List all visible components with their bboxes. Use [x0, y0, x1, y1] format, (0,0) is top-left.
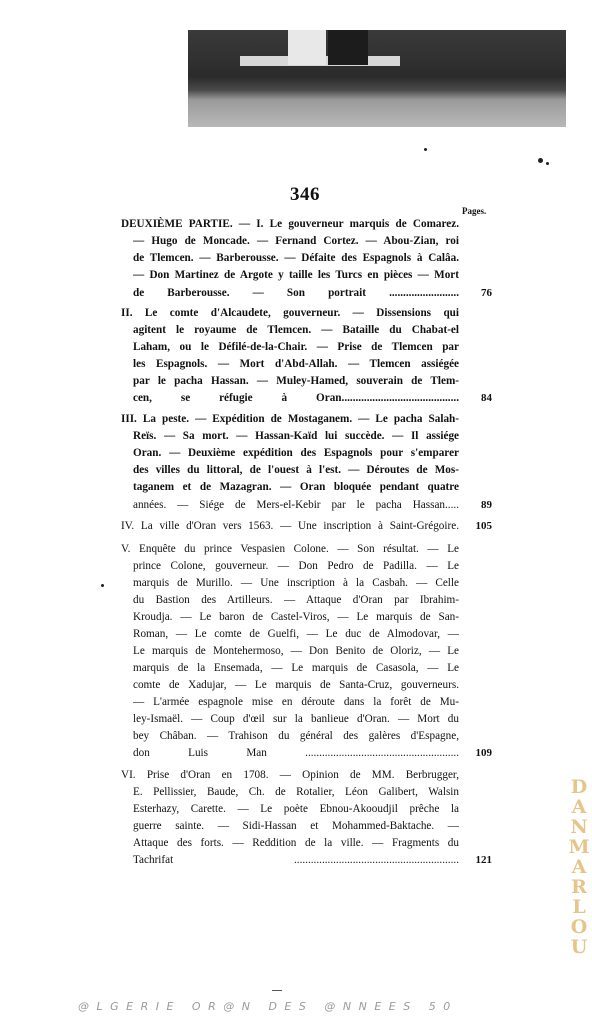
toc-line: Reïs. — Sa mort. — Hassan-Kaïd lui succède. — Il assiége [133, 430, 459, 442]
speck [424, 148, 427, 151]
speck [101, 584, 104, 587]
toc-line: de Tlemcen. — Barberousse. — Défaite des Espagnols à Calâa. [133, 252, 459, 264]
scan-white-block [288, 30, 326, 65]
page-number: 346 [290, 184, 320, 205]
toc-line: agitent le royaume de Tlemcen. — Bataille du Chabat-el [133, 324, 459, 336]
toc-line: cen, se réfugie à Oran.......................................... [133, 392, 459, 404]
bottom-watermark: @LGERIE OR@N DES @NNEES 50 [78, 1000, 458, 1013]
toc-line: du Bastion des Artilleurs. — Attaque d'Oran par Ibrahim- [133, 594, 459, 606]
toc-page-number: 121 [475, 854, 492, 866]
toc-line: comte de Xadujar, — Le marquis de Santa-Cruz, gouverneurs. [133, 679, 459, 691]
toc-line: Tachrifat ........................................................... [133, 854, 459, 866]
toc-line: Roman, — Le comte de Guelfi, — Le duc de Almodovar, — [133, 628, 459, 640]
toc-line: E. Pellissier, Baude, Ch. de Rotalier, Léon Galibert, Walsin [133, 786, 459, 798]
scan-dark-block [328, 30, 368, 65]
toc-line: de Barberousse. — Son portrait ......................... [133, 287, 459, 299]
toc-line: don Luis Man ....................................................... [133, 747, 459, 759]
toc-line: — Hugo de Moncade. — Fernand Cortez. — Abou-Zian, roi [133, 235, 459, 247]
toc-line: — Don Martinez de Argote y taille les Turcs en pièces — Mort [133, 269, 459, 281]
divider [272, 990, 282, 991]
toc-line: ley-Ismaël. — Coup d'œil sur la banlieue d'Oran. — Mort du [133, 713, 459, 725]
toc-line: les Espagnols. — Mort d'Abd-Allah. — Tlemcen assiégée [133, 358, 459, 370]
toc-line: V. Enquête du prince Vespasien Colone. — Son résultat. — Le [121, 543, 459, 555]
toc-line: Esterhazy, Carette. — Le poète Ebnou-Akooudjil prêche la [133, 803, 459, 815]
toc-line: Kroudja. — Le baron de Castel-Viros, — Le marquis de San- [133, 611, 459, 623]
toc-page-number: 109 [475, 747, 492, 759]
speck [546, 162, 549, 165]
toc-line: prince Colone, gouverneur. — Don Pedro de Padilla. — Le [133, 560, 459, 572]
toc-line: DEUXIÈME PARTIE. — I. Le gouverneur marquis de Comarez. [121, 218, 459, 230]
toc-line: IV. La ville d'Oran vers 1563. — Une inscription à Saint-Grégoire. [121, 520, 459, 532]
toc-line: marquis de la Ensemada, — Le marquis de Casasola, — Le [133, 662, 459, 674]
speck [538, 158, 543, 163]
toc-line: VI. Prise d'Oran en 1708. — Opinion de MM. Berbrugger, [121, 769, 459, 781]
toc-line: III. La peste. — Expédition de Mostaganem. — Le pacha Salah- [121, 413, 459, 425]
pages-column-label: Pages. [462, 206, 487, 216]
toc-page-number: 76 [481, 287, 492, 299]
toc-line: Oran. — Deuxième expédition des Espagnols pour s'emparer [133, 447, 459, 459]
toc-page-number: 84 [481, 392, 492, 404]
toc-line: taganem et de Mazagran. — Oran bloquée pendant quatre [133, 481, 459, 493]
toc-line: marquis de Murillo. — Une inscription à la Casbah. — Celle [133, 577, 459, 589]
toc-line: par le pacha Hassan. — Muley-Hamed, souverain de Tlem- [133, 375, 459, 387]
toc-line: — L'armée espagnole mise en déroute dans la forêt de Mu- [133, 696, 459, 708]
toc-page-number: 105 [475, 520, 492, 532]
toc-line: Le marquis de Montehermoso, — Don Benito de Oloriz, — Le [133, 645, 459, 657]
toc-line: années. — Siége de Mers-el-Kebir par le pacha Hassan..... [133, 499, 459, 511]
scan-edge-image [188, 30, 566, 127]
toc-line: Attaque des forts. — Reddition de la ville. — Fragments du [133, 837, 459, 849]
toc-line: Laham, ou le Défilé-de-la-Chair. — Prise de Tlemcen par [133, 341, 459, 353]
toc-line: des villes du littoral, de l'ouest à l'est. — Déroutes de Mos- [133, 464, 459, 476]
toc-page-number: 89 [481, 499, 492, 511]
toc-line: guerre sainte. — Sidi-Hassan et Mohammed-Baktache. — [133, 820, 459, 832]
toc-line: bey Châban. — Trahison du général des galères d'Espagne, [133, 730, 459, 742]
side-watermark: DANMARLOU [568, 776, 590, 956]
toc-line: II. Le comte d'Alcaudete, gouverneur. — Dissensions qui [121, 307, 459, 319]
